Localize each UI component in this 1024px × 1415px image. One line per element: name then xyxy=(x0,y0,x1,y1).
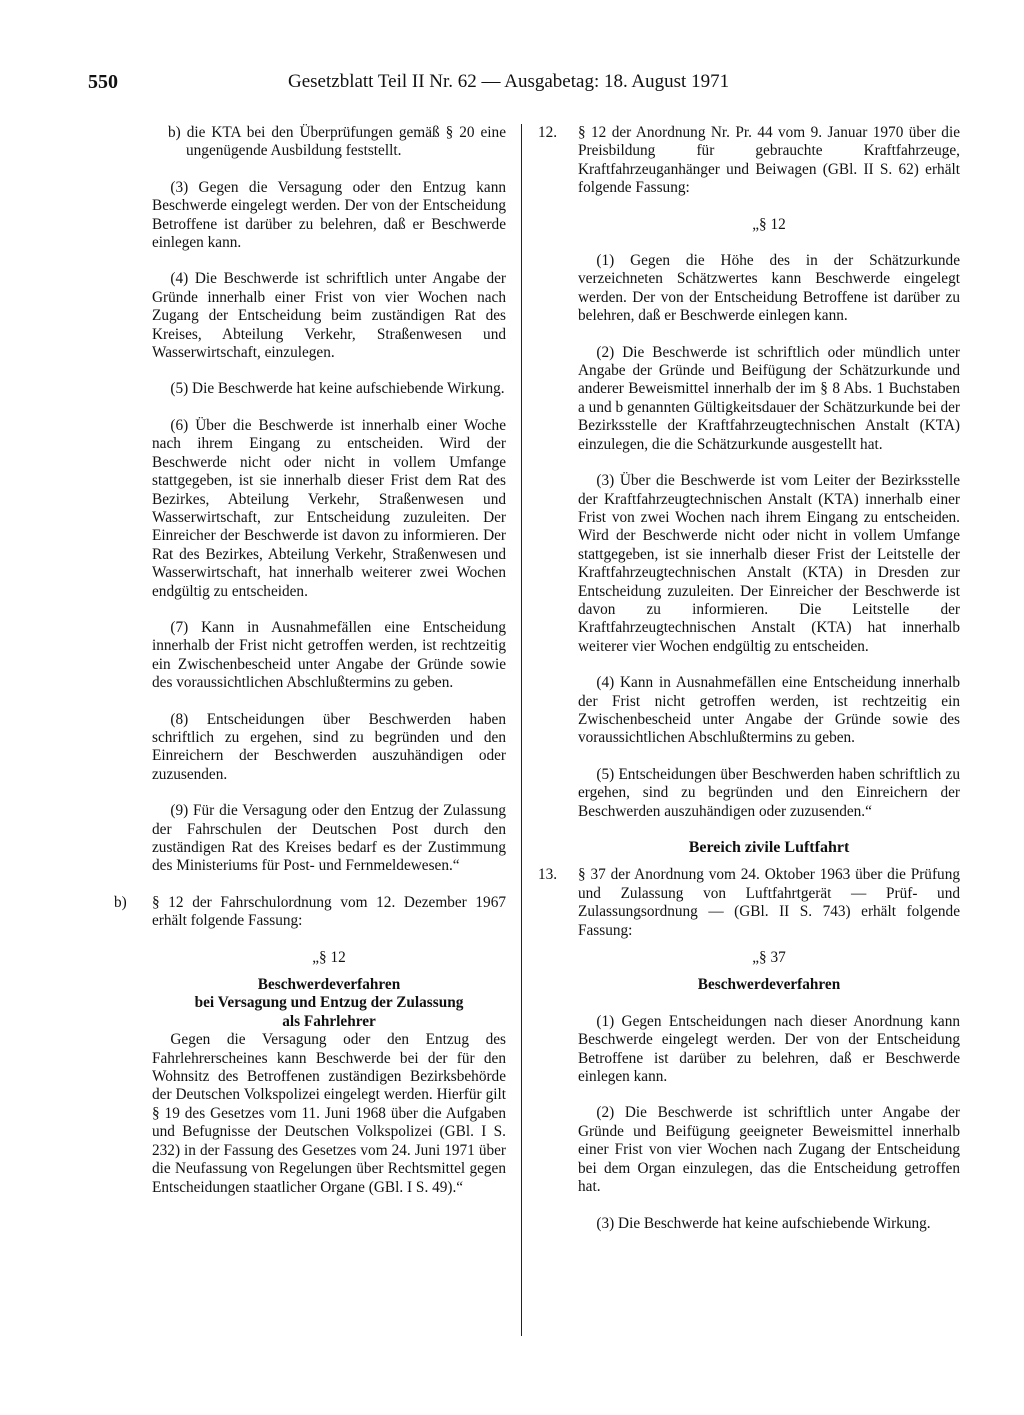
page-number: 550 xyxy=(88,71,118,93)
paragraph-6: (6) Über die Beschwerde ist innerhalb einer Woche nach ihrem Eingang zu entscheiden. Wird der Beschwerde nicht oder nicht in vollem Umfange stattgegeben, ist sie innerhalb dieser Frist dem Rat des Bezirkes, Abteilung Verkehr, Straßenwesen und Wasserwirtschaft, zur Entscheidung zuzuleiten. Der Einreicher der Beschwerde ist davon zu informieren. Der Rat des Bezirkes, Abteilung Verkehr, Straßenwesen und Wasserwirtschaft, hat innerhalb weiterer zwei Wochen endgültig zu entscheiden. xyxy=(152,416,506,600)
paragraph-2-right: (2) Die Beschwerde ist schriftlich oder mündlich unter Angabe der Gründe und Beifügung der Schätzurkunde und anderer Beweismittel innerhalb der im § 8 Abs. 1 Buchstaben a und b genannten Gültigkeitsdauer der Schätzurkunde bei der Bezirksstelle der Kraftfahrzeugtechnischen Anstalt (KTA) einzulegen, die die Schätzurkunde ausgestellt hat. xyxy=(578,343,960,453)
item-12-number: 12. xyxy=(538,124,558,141)
section-12-title: „§ 12 xyxy=(312,948,346,966)
paragraph-3: (3) Gegen die Versagung oder den Entzug kann Beschwerde eingelegt werden. Der von der Entscheidung Betroffene ist darüber zu belehren, daß er Beschwerde einlegen kann. xyxy=(152,178,506,252)
paragraph-5-right: (5) Entscheidungen über Beschwerden haben schriftlich zu ergehen, sind zu begründen und den Einreichern der Beschwerden auszuhändigen oder zuzusenden.“ xyxy=(578,765,960,820)
item-b-kta: b) die KTA bei den Überprüfungen gemäß § 20 eine ungenügende Ausbildung feststellt. xyxy=(168,124,506,160)
section-37-paragraph-1: (1) Gegen Entscheidungen nach dieser Anordnung kann Beschwerde eingelegt werden. Der von der Entscheidung Betroffene ist darüber zu belehren, daß er Beschwerde einlegen kann. xyxy=(578,1012,960,1086)
section-37-paragraph-2: (2) Die Beschwerde ist schriftlich unter Angabe der Gründe und Beifügung geeigneter Beweismittel innerhalb einer Frist von vier Wochen nach Zugang der Entscheidung bei dem Organ einzulegen, das die Entscheidung getroffen hat. xyxy=(578,1104,960,1196)
section-12-heading-line-3: als Fahrlehrer xyxy=(282,1012,376,1030)
paragraph-1-right: (1) Gegen die Höhe des in der Schätzurkunde verzeichneten Schätzwertes kann Beschwerde eingelegt werden. Der von der Entscheidung Betroffene ist darüber zu belehren, daß er Beschwerde einlegen kann. xyxy=(578,252,960,325)
paragraph-5: (5) Die Beschwerde hat keine aufschiebende Wirkung. xyxy=(170,380,505,398)
paragraph-4: (4) Die Beschwerde ist schriftlich unter Angabe der Gründe innerhalb einer Frist von vier Wochen nach Zugang der Entscheidung beim zuständigen Rat des Kreises, Abteilung Verkehr, Straßenwesen und Wasserwirtschaft, einzulegen. xyxy=(152,270,506,362)
paragraph-7: (7) Kann in Ausnahmefällen eine Entscheidung innerhalb der Frist nicht getroffen werden, ist rechtzeitig ein Zwischenbescheid unter Angabe der Gründe sowie des voraussichtlichen Abschlußtermins zu geben. xyxy=(152,618,506,692)
section-37-heading: Beschwerdeverfahren xyxy=(697,976,841,994)
item-12-text: § 12 der Anordnung Nr. Pr. 44 vom 9. Januar 1970 über die Preisbildung für gebrauchte Kraftfahrzeuge, Kraftfahrzeuganhänger und Beiwagen (GBl. II S. 62) erhält folgende Fassung: xyxy=(578,124,960,197)
section-12-heading-line-2: bei Versagung und Entzug der Zulassung xyxy=(194,994,464,1012)
item-b-label: b) xyxy=(114,893,127,911)
item-13-number: 13. xyxy=(538,866,558,884)
item-b-text: § 12 der Fahrschulordnung vom 12. Dezember 1967 erhält folgende Fassung: xyxy=(152,893,506,930)
left-column xyxy=(114,124,506,1197)
item-12 xyxy=(538,124,960,198)
item-13-text: § 37 der Anordnung vom 24. Oktober 1963 über die Prüfung und Zulassung von Luftfahrtgerät — Prüf- und Zulassungsordnung — (GBl. II S. 743) erhält folgende Fassung: xyxy=(578,866,960,939)
section-37-title: „§ 37 xyxy=(752,949,786,967)
paragraph-8: (8) Entscheidungen über Beschwerden haben schriftlich zu ergehen, sind zu begründen und den Einreichern der Beschwerden auszuhändigen oder zuzusenden. xyxy=(152,710,506,783)
running-title: Gesetzblatt Teil II Nr. 62 — Ausgabetag: 18. August 1971 xyxy=(288,71,730,92)
section-heading-zivile-luftfahrt: Bereich zivile Luftfahrt xyxy=(688,839,850,856)
section-12-title-right: „§ 12 xyxy=(752,215,786,233)
item-b xyxy=(114,893,506,931)
paragraph-3-right: (3) Über die Beschwerde ist vom Leiter der Bezirksstelle der Kraftfahrzeugtechnischen Anstalt (KTA) innerhalb einer Frist von zwei Wochen nach ihrem Eingang zu entscheiden. Wird der Beschwerde nicht oder nicht in vollem Umfange stattgegeben, ist sie innerhalb dieser Frist der Leitstelle der Kraftfahrzeugtechnischen Anstalt (KTA) in Dresden zur Entscheidung zuzuleiten. Der Einreicher der Beschwerde ist davon zu informieren. Die Leitstelle der Kraftfahrzeugtechnischen Anstalt (KTA) hat innerhalb weiterer vier Wochen endgültig zu entscheiden. xyxy=(578,472,960,655)
right-column xyxy=(538,124,960,1233)
section-12-text: Gegen die Versagung oder den Entzug des Fahrlehrerscheines kann Beschwerde bei der für den Wohnsitz des Betroffenen zuständigen Bezirksbehörde der Deutschen Volkspolizei eingelegt werden. Hierfür gilt § 19 des Gesetzes vom 11. Juni 1968 über die Aufgaben und Befugnisse der Deutschen Volkspolizei (GBl. I S. 232) in der Fassung des Gesetzes vom 24. Juni 1971 über die Neufassung von Regelungen über Rechtsmittel gegen Entscheidungen staatlicher Organe (GBl. I S. 49).“ xyxy=(152,1031,506,1196)
item-13 xyxy=(538,866,960,940)
section-12-heading-line-1: Beschwerdeverfahren xyxy=(257,976,401,994)
page-header xyxy=(88,70,943,95)
section-37-paragraph-3: (3) Die Beschwerde hat keine aufschiebende Wirkung. xyxy=(596,1214,931,1232)
column-divider xyxy=(521,124,522,1336)
paragraph-4-right: (4) Kann in Ausnahmefällen eine Entscheidung innerhalb der Frist nicht getroffen werden, ist rechtzeitig ein Zwischenbescheid unter Angabe der Gründe sowie des voraussichtlichen Abschlußtermins zu geben. xyxy=(578,674,960,747)
paragraph-9: (9) Für die Versagung oder den Entzug der Zulassung der Fahrschulen der Deutschen Post durch den zuständigen Rat des Kreises bedarf es der Zustimmung des Ministeriums für Post- und Fernmeldewesen.“ xyxy=(152,802,506,875)
